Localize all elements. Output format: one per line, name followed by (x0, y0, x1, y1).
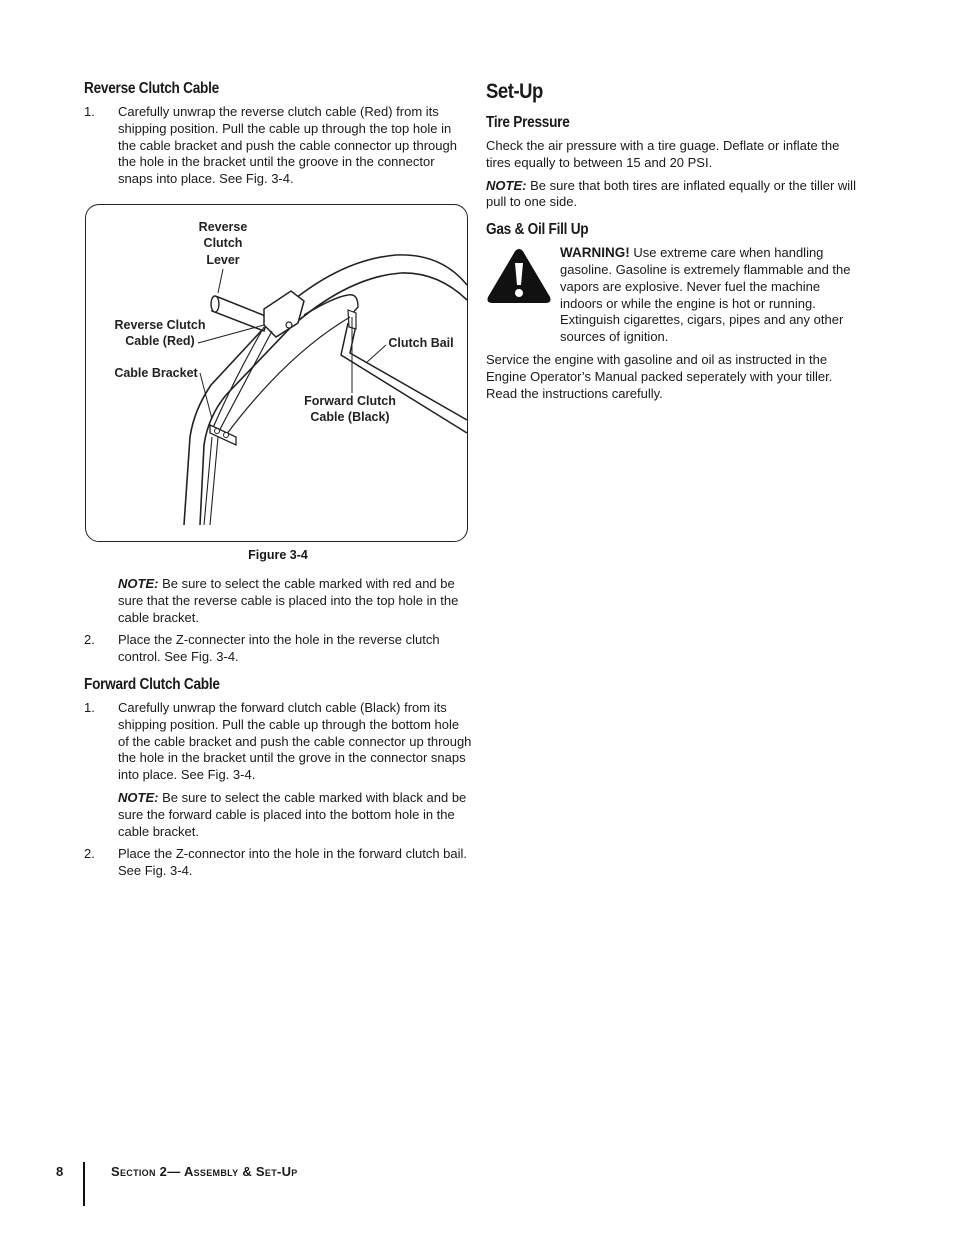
forward-step-2 (84, 846, 472, 880)
step-text: Carefully unwrap the forward clutch cable (Black) from its shipping position. Pull the cable up through the bottom hole of the cable bracket and push the cable connector up through the hole in the bracket until the grove in the connector snaps into place. See Fig. 3-4. (118, 699, 472, 783)
service-text: Service the engine with gasoline and oil as instructed in the Engine Operator’s Manual packed seperately with your tiller. Read the instructions carefully. (486, 351, 833, 401)
footer-divider (83, 1162, 85, 1206)
note-prefix: NOTE: (118, 575, 159, 591)
forward-step-1 (84, 700, 472, 784)
tire-note (486, 178, 866, 212)
label-line: Lever (206, 252, 240, 267)
note-prefix: NOTE: (486, 177, 527, 193)
right-column (486, 80, 866, 402)
forward-clutch-heading: Forward Clutch Cable (84, 675, 220, 693)
warning-prefix: WARNING! (560, 245, 630, 261)
label-line: Cable (Red) (125, 334, 195, 349)
tire-pressure-heading: Tire Pressure (486, 114, 570, 131)
step-text: Place the Z-connecter into the hole in the reverse clutch control. See Fig. 3-4. (118, 632, 440, 665)
label-cable-bracket: Cable Bracket (114, 365, 198, 380)
warning-triangle-icon (486, 247, 552, 305)
left-column (84, 80, 472, 880)
gas-oil-heading: Gas & Oil Fill Up (486, 221, 589, 239)
label-reverse-clutch-lever (186, 219, 260, 269)
label-line: Clutch (203, 236, 243, 251)
figure-3-4 (85, 204, 468, 542)
step-number: 1. (84, 104, 95, 119)
note-text: Be sure that both tires are inflated equally or the tiller will pull to one side. (486, 177, 856, 210)
note-reverse-cable (84, 576, 472, 626)
label-line: Cable (Black) (310, 410, 390, 425)
step-number: 1. (84, 699, 95, 715)
label-line: Reverse Clutch (114, 317, 206, 332)
warning-text (560, 245, 866, 346)
label-line: Forward Clutch (304, 393, 396, 408)
reverse-step-1 (84, 104, 472, 188)
note-prefix: NOTE: (118, 789, 159, 805)
note-text: Be sure to select the cable marked with black and be sure the forward cable is placed into the bottom hole in the cable bracket. (118, 789, 467, 839)
step-number: 2. (84, 846, 95, 862)
tire-pressure-text: Check the air pressure with a tire guage. Deflate or inflate the tires equally to between 15 and 20 PSI. (486, 138, 840, 170)
reverse-clutch-heading: Reverse Clutch Cable (84, 80, 219, 97)
label-line: Reverse (198, 219, 248, 234)
label-clutch-bail: Clutch Bail (388, 335, 454, 350)
warning-body: Use extreme care when handling gasoline. Gasoline is extremely flammable and the vapors are explosive. Never fuel the machine indoors or while the engine is hot or running. Extinguish cigarettes, cigars, pipes and any other sources of ignition. (560, 245, 851, 345)
note-text: Be sure to select the cable marked with red and be sure that the reverse cable is placed into the top hole in the cable bracket. (118, 575, 459, 625)
label-forward-clutch-cable (296, 393, 404, 426)
setup-title: Set-Up (486, 80, 543, 103)
warning-block (486, 245, 866, 346)
step-number: 2. (84, 632, 95, 648)
step-text: Carefully unwrap the reverse clutch cable (Red) from its shipping position. Pull the cable up through the top hole in the cable bracket and push the cable connector up through the hole in the bracket until the groove in the connector snaps into place. See Fig. 3-4. (118, 104, 457, 187)
section-footer: Section 2— Assembly & Set-Up (111, 1164, 298, 1179)
note-forward-cable (84, 790, 472, 840)
label-reverse-clutch-cable (108, 317, 212, 350)
page-number: 8 (56, 1164, 64, 1179)
step-text: Place the Z-connector into the hole in the forward clutch bail. See Fig. 3-4. (118, 846, 468, 879)
reverse-step-2 (84, 632, 472, 666)
figure-caption: Figure 3-4 (248, 547, 308, 562)
